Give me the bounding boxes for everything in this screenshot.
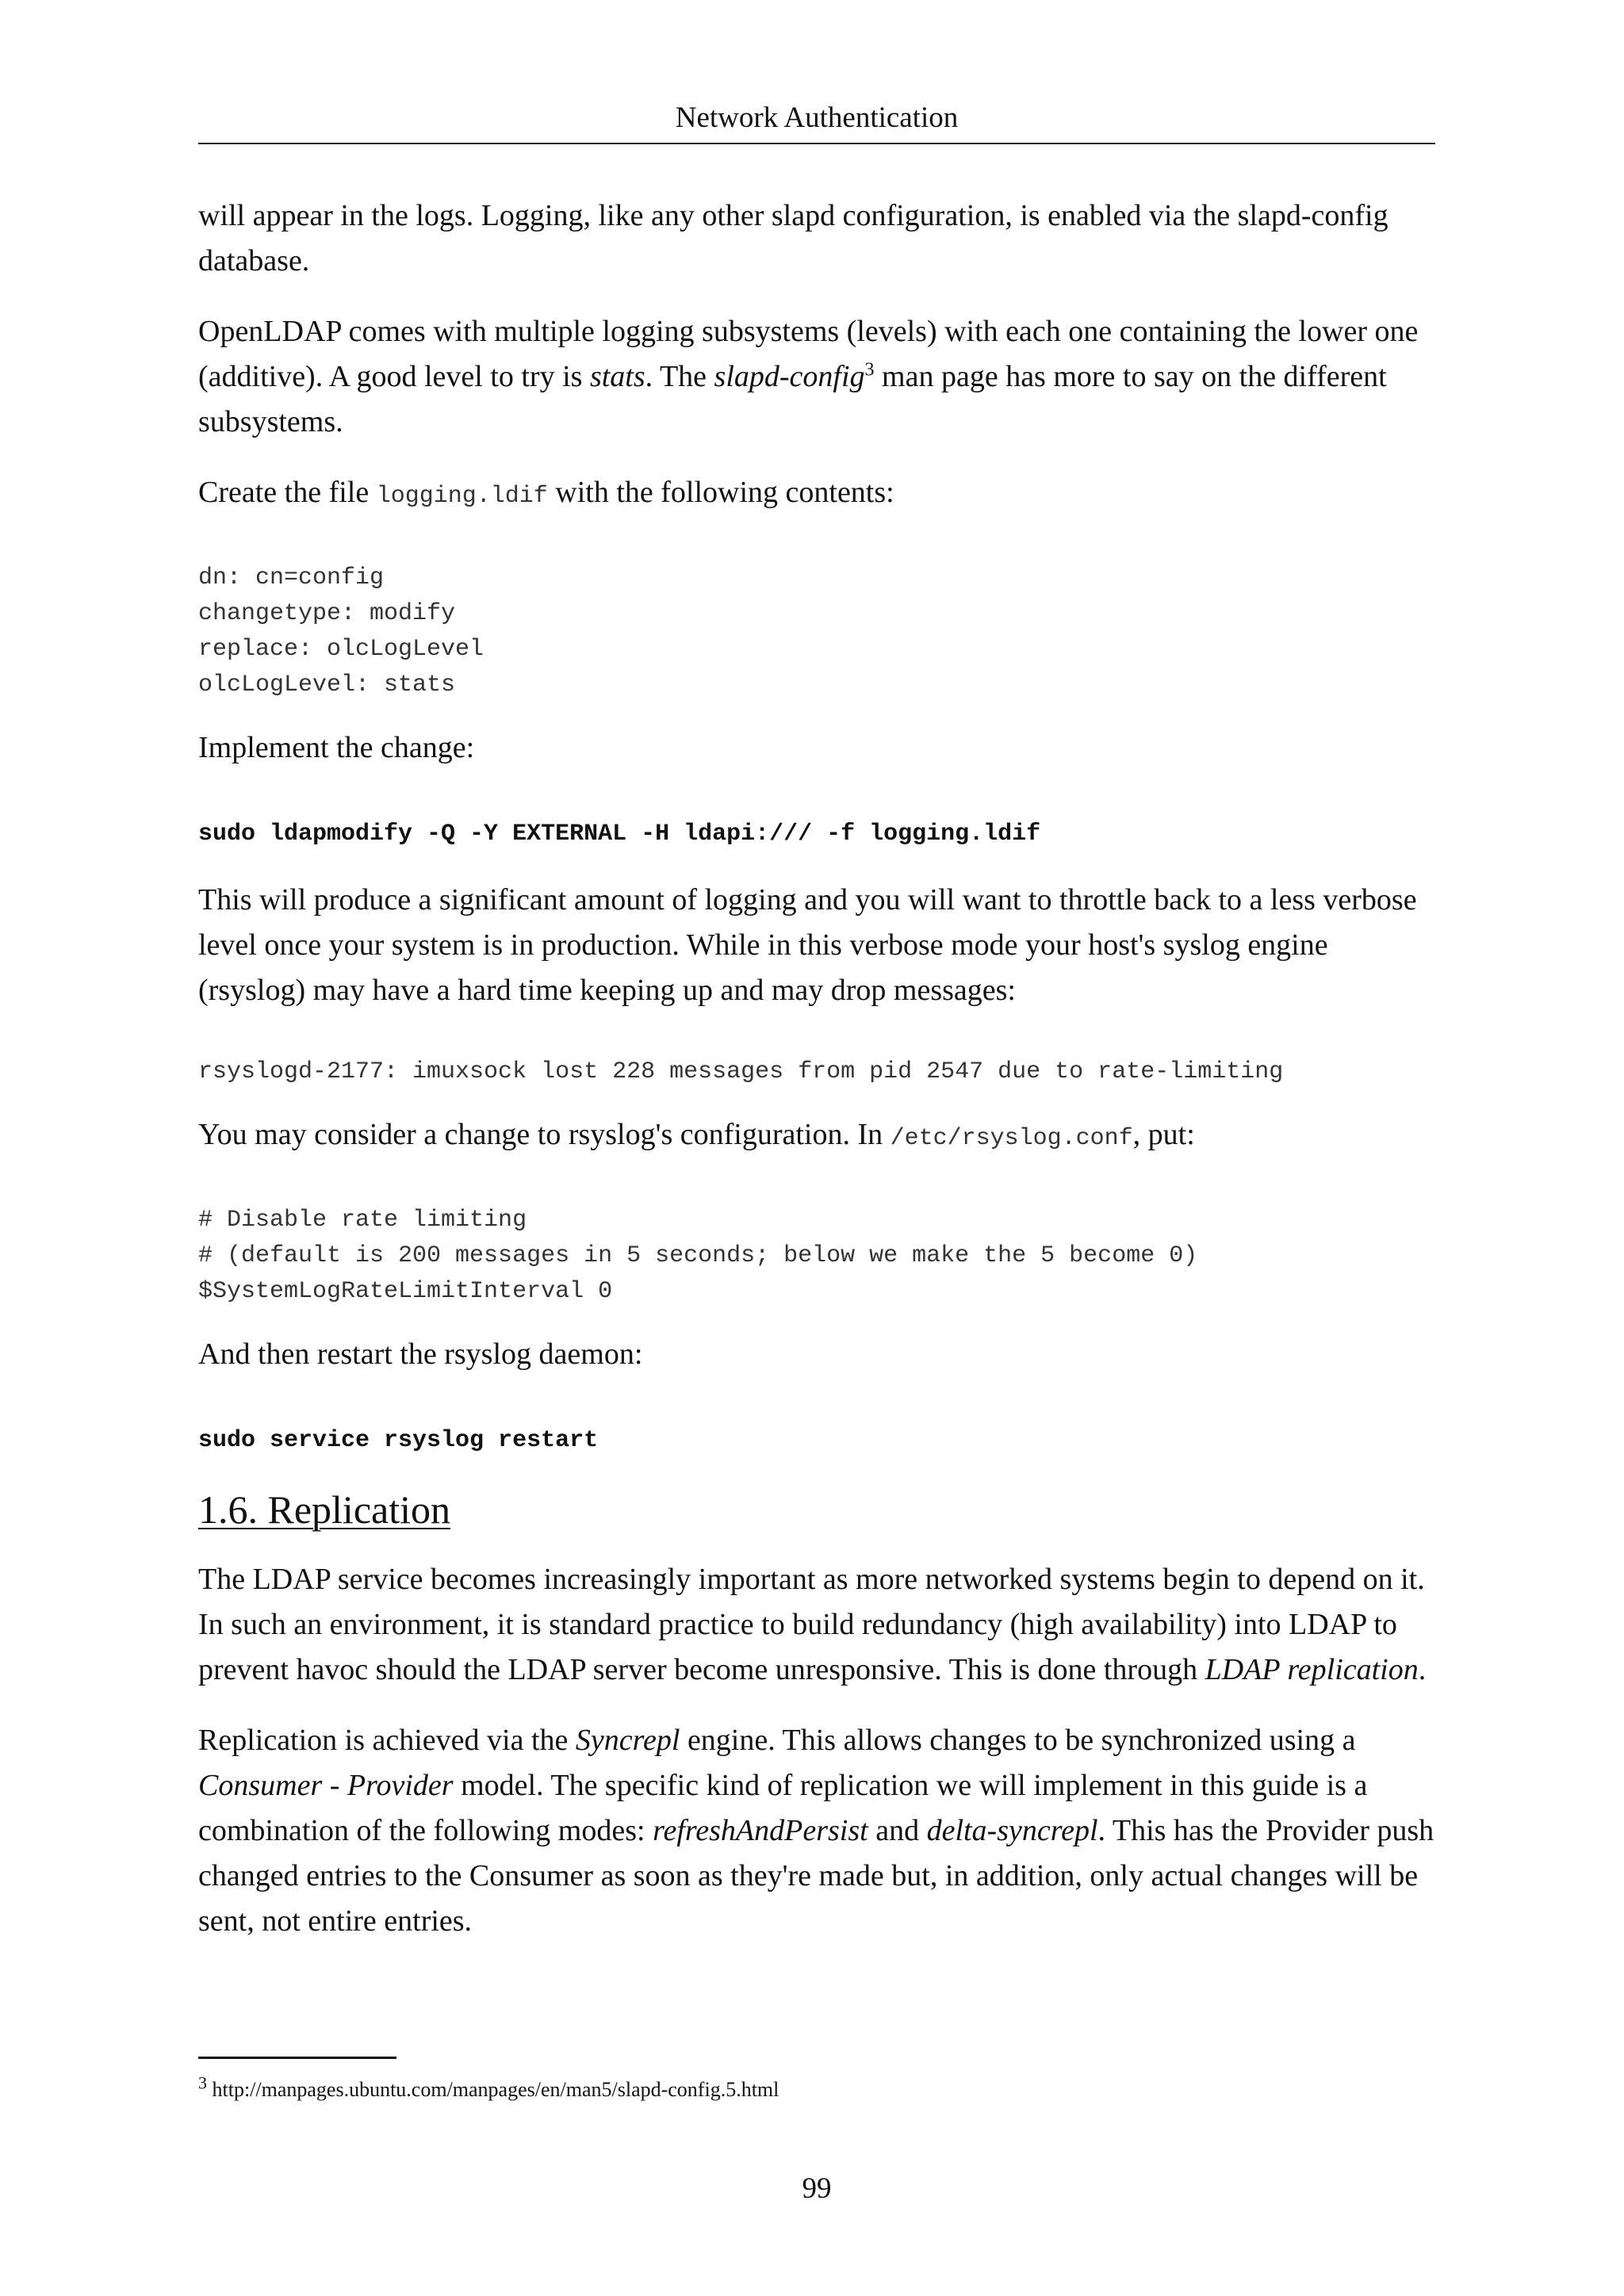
text-run: -: [322, 1769, 347, 1802]
paragraph-restart: And then restart the rsyslog daemon:: [198, 1337, 643, 1371]
footnote-link[interactable]: http://manpages.ubuntu.com/manpages/en/man5/slapd-config.5.html: [212, 2078, 779, 2101]
emphasis-refresh-and-persist: refreshAndPersist: [653, 1814, 868, 1847]
emphasis-ldap-replication: LDAP replication: [1205, 1653, 1419, 1686]
command-restart: sudo service rsyslog restart: [198, 1427, 599, 1454]
inline-code-filename: logging.ldif: [376, 483, 548, 510]
inline-code-path: /etc/rsyslog.conf: [890, 1125, 1133, 1152]
text-run: . The: [645, 360, 714, 393]
text-run: The LDAP service becomes increasingly important as more networked systems begin to depend on it. In such an environment, it is standard practice to build redundancy (high availability) into LDAP to prevent havoc should the LDAP server become unresponsive. This is done through: [198, 1563, 1425, 1686]
document-page: [198, 0, 1435, 2296]
paragraph-ldap-importance: [198, 1557, 1435, 1693]
footnote-rule: [198, 2057, 396, 2059]
code-block-ldif: dn: cn=config changetype: modify replace: olcLogLevel olcLogLevel: stats: [198, 564, 485, 698]
header-rule: [198, 143, 1435, 144]
section-title-replication[interactable]: 1.6. Replication: [198, 1487, 450, 1532]
text-run: , put:: [1132, 1118, 1195, 1151]
text-run: . This has the Provider push changed entries to the Consumer as soon as they're made but, in addition, only actual changes will be sent, not entire entries.: [198, 1814, 1434, 1938]
emphasis-provider: Provider: [347, 1769, 454, 1802]
emphasis-stats: stats: [589, 360, 645, 393]
text-run: Create the file: [198, 476, 377, 509]
page-content: [198, 193, 1435, 1969]
running-header: Network Authentication: [675, 101, 959, 134]
page-number: 99: [802, 2172, 832, 2205]
text-run: man page has more to say on the different subsystems.: [198, 360, 1387, 438]
code-block-rsyslog-conf: # Disable rate limiting # (default is 200 messages in 5 seconds; below we make the 5 become 0) $SystemLogRateLimitInterval 0: [198, 1207, 1198, 1305]
command-ldapmodify: sudo ldapmodify -Q -Y EXTERNAL -H ldapi:/// -f logging.ldif: [198, 821, 1041, 848]
paragraph-create-file: [198, 470, 1435, 519]
text-run: Replication is achieved via the: [198, 1724, 576, 1757]
text-run: and: [868, 1814, 927, 1847]
emphasis-delta-syncrepl: delta-syncrepl: [926, 1814, 1098, 1847]
footnote: [198, 2072, 779, 2104]
footnote-number: 3: [198, 2072, 207, 2093]
paragraph-verbose-warning: This will produce a significant amount of logging and you will want to throttle back to a less verbose level once your system is in production. While in this verbose mode your host's syslog engine (rsyslog) may have a hard time keeping up and may drop messages:: [198, 883, 1417, 1007]
text-run: with the following contents:: [547, 476, 894, 509]
footnote-ref[interactable]: 3: [864, 359, 875, 381]
paragraph-syncrepl: [198, 1718, 1435, 1944]
text-run: engine. This allows changes to be synchronized using a: [680, 1724, 1356, 1757]
text-run: You may consider a change to rsyslog's configuration. In: [198, 1118, 891, 1151]
text-run: .: [1418, 1653, 1427, 1686]
text-run: OpenLDAP comes with multiple logging subsystems (levels) with each one containing the lower one (additive). A good level to try is: [198, 315, 1419, 393]
emphasis-syncrepl: Syncrepl: [575, 1724, 680, 1757]
paragraph-implement: Implement the change:: [198, 731, 475, 764]
emphasis-consumer: Consumer: [198, 1769, 323, 1802]
paragraph-logging-levels: [198, 309, 1435, 445]
paragraph-rsyslog-config: [198, 1112, 1435, 1161]
code-block-rsyslog-message: rsyslogd-2177: imuxsock lost 228 messages from pid 2547 due to rate-limiting: [198, 1058, 1284, 1085]
paragraph-logging-intro: will appear in the logs. Logging, like any other slapd configuration, is enabled via the slapd-config database.: [198, 199, 1388, 277]
text-run: model. The specific kind of replication we will implement in this guide is a combination of the following modes:: [198, 1769, 1368, 1847]
emphasis-slapd-config: slapd-config: [714, 360, 865, 393]
